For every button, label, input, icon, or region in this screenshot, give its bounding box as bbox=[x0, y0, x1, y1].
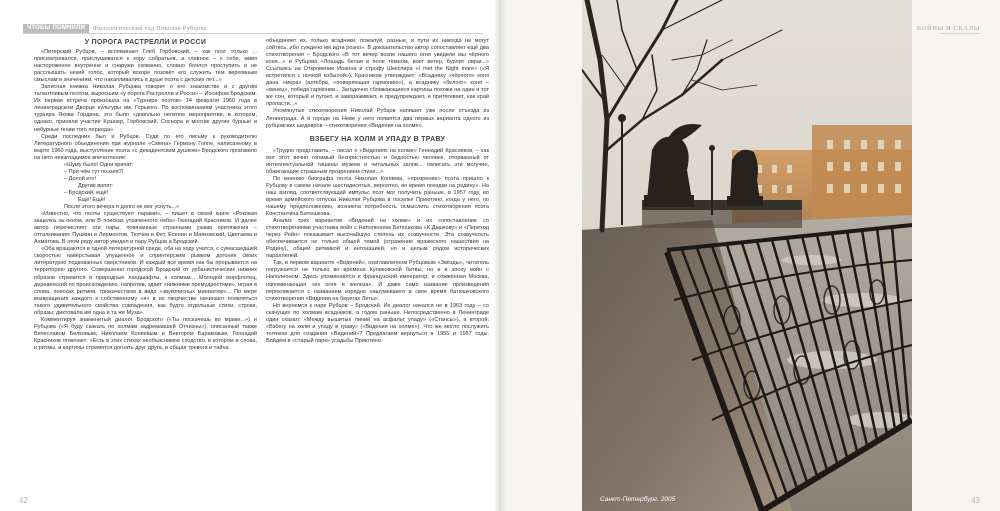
section-title: ВЗБЕГУ НА ХОЛМ И УПАДУ В ТРАВУ bbox=[309, 135, 446, 143]
paragraph: Но вернемся к паре Рубцов – Бродский. Их диалог начался не в 1963 году – со скачущих по холмам всадников, а годом раньше. Непосредственно в Ленинграде один сказал: «Между вышитых линий на асфальт упаду» («Стансы»), а второй: «Взбегу на холм и упаду в траву» («Видения на холме»). Что же могло послужить толчком для создания «Видений»? Предлагаем вернуться в 1955 и 1957 годы. Войдём в «старый парк» усадьбы Приютино. bbox=[266, 302, 489, 344]
section-title: У ПОРОГА РАСТРЕЛЛИ И РОССИ bbox=[84, 39, 207, 46]
verse-line: – При чём тут поэзия?! bbox=[64, 168, 124, 175]
page-number-right: 43 bbox=[971, 496, 980, 505]
photo-caption: Санкт-Петербург. 2005 bbox=[600, 496, 676, 503]
verse-line: – Долой его! bbox=[64, 175, 97, 182]
verse-line: Другие вопят: bbox=[78, 182, 114, 189]
verse-line: Ещё! Ещё! bbox=[78, 196, 106, 203]
header-subtitle: Филологический сад Николая Рубцова bbox=[93, 25, 207, 32]
running-header-left bbox=[23, 24, 207, 33]
verse-line: «Шуму было! Одни кричат: bbox=[64, 161, 134, 168]
header-rule bbox=[23, 33, 483, 34]
paragraph: Записная книжка Николая Рубцова говорит о его знакомстве и с другим талантливым поэтом, выросшим «у порога Растрелли и Росси» – Иосифом Бродским. Их первая встреча произошла на «Турнире поэтов» 14 февраля 1960 года в ленинградском Дворце культуры им. Горького. По воспоминаниям участника этого турнира Якова Гордина, это было «довольно нелепое мероприятие, в котором, однако, приняли участие Кушнер, Горбовский, Соснора и многие другие бурные и небурные гении того периода». bbox=[34, 84, 257, 133]
paragraph: «Питерский Рубцов, – вспоминает Глеб Горбовский, – как поэт только ... присматривался, прислушивался к хору собратьев, а главное – к себе, живя настороженно внутренне и снаружи скованно, словно боялся проступить и не расслышать некий голос, который вскоре позовёт его служить тем верховным смыслам и значениям, что накапливались в душе поэта с детских лет...» bbox=[34, 49, 257, 84]
text-column-2 bbox=[266, 38, 489, 345]
verse-line: – Бродский, ещё! bbox=[64, 189, 109, 196]
header-tag: ЧТОБЫ ПОМНИЛИ bbox=[23, 24, 89, 33]
header-rule-right bbox=[940, 33, 980, 34]
paragraph: Анализ трех вариантов «Видений на холме» и их сопоставление со стихотворениями участника войн с Наполеоном Батюшкова «К Дашкову» и «Переход через Рейн» показывает высочайшую степень их созвучности. Эта созвучность обеспечивается не только общей темой (отражение вражеского нашествия на Родину), общей ритмикой и интонацией, но и целым рядом исторических параллелей. bbox=[266, 218, 489, 260]
paragraph: «Трудно представить, – писал о «Видениях на холме» Геннадий Красников, – как мог этот вечно гонимый беспристностью и бедностью человек, оторванный от интеллектуальной тишины музеев и читальных залов... написать эти могучие, обжигающие страшным прозрением стихи...» bbox=[266, 147, 489, 175]
paragraph: «Известно, что поэты существуют парами», – пишет в своей книге «Роковая защелка за окном, или В поисках утраченного неба» Геннадий Красников. И далее автор перечисляет эти пары, повязанные странными узами притяжения – отталкивания: Пушкин и Лермонтов, Тютчев и Фет, Есенин и Маяковский, Цветаева и Ахматова. В этом ряду автор увидел и пару Рубцов и Бродский. bbox=[34, 211, 257, 246]
verse-line: После этого вечера я долго не мог уснуть...» bbox=[64, 204, 180, 211]
running-header-right: ВОЙНЫ И СКАЛЫ bbox=[916, 25, 980, 32]
paragraph: Комментируя знаменитый диалог Бродского («Ты поскачешь во мраке...») и Рубцова («Я буду скакать по холмам задремавшей Отчизны»), описанный также Вячеславом Белковым, Николаем Коняевым и Виктором Бараковым, Геннадий Красников отмечает: «Есть в этих стихах необъяснимое сходство, в котором и слова, и ритмы, и картины стремятся догнать друг друга, и общая тревога и тайна bbox=[34, 316, 257, 351]
paragraph: объединяет их, только всадники, пожалуй, разные, и пути их никогда не могут сойтись, ибо суждено им идти розно». В доказательство автор сопоставляет ещё два стихотворения – Бродского «В тот вечер возле нашего огня увидели мы чёрного коня...» и Рубцова «Лошадь белая в поле тёмном, воет ветер, бурлит овраг...» Ссылаясь на Откровение Иоанна и строфу Шекспира «I met the Night mare» («Я встретился с ночной кобылой»), Красников утверждает: «Всаднику «чёрного» коня дана «мера» (алгебра, «поверяющая гармонию»), а всаднику «белого» коня – «венец», победа гармонии... Загадочно сближающиеся картины похожи на один и тот же сон, который и пугает, и завораживает, и предупреждает, и притягивает, как край пропасти...» bbox=[266, 38, 489, 108]
paragraph: Так, в первом варианте «Видений», озаглавленном Рубцовым «Звёзды», читатель погружается не только во времена Куликовской битвы, но и в эпоху войн с Наполеоном. Здесь упоминаются и французский император, и сожжённая Москва, напоминающая «из огня и железа». И даже само название произведения перекликается с названием изрядно нашумевшего в свое время батюшковского стихотворения «Видения на берегах Леты». bbox=[266, 260, 489, 302]
paragraph: Среди последних был и Рубцов. Судя по его письму к руководителю Литературного объединения при журнале «Смена» Герману Гоппе, написанному в марте 1960 года, выступление поэта «с декадентским душком» Бродского произвело на него неизгладимое впечатление: bbox=[34, 133, 257, 161]
page-gutter bbox=[493, 0, 507, 511]
photo-illustration bbox=[582, 0, 912, 511]
paragraph: По мнению биографа поэта Николая Коняева, «прозрение» поэта пришло к Рубцову в самом начале шестидесятых, вероятно, во время поездки на родину». На наш взгляд, соответствующий импульс поэт мог получить раньше, в 1957 году, во время армейского отпуска Николая Рубцова в поселке Приютино, когда у него, по нашему предположению, возникла потребность осмыслить стихотворения поэта Константина Батюшкова. bbox=[266, 175, 489, 218]
paragraph: «Оба вращаются в одной литературной среде, оба на ходу учатся, с сумасшедшей скоростью навёрстывая упущенное и спринтерским рывком догоняя своих литературно подкованных сверстников. И каждый всё время как бы прорывается на территорию другого. Совершенно городской Бродский от урбанистических нижних образов стремится в природные ландшафты, к холмам... Молодой морфлотец, деревенский по происхождению, напротив, здает «нижними премудростями», играя в слова, поисках ритмов, трюкачеством в виде «звукописных миниатюр»... По мере возвращения каждого к собственному «я» в их творчестве начинают появляться такого удивительного свойства совпадения, как будто отдельные стихи, строки, образы, диктовала им одна и та же Муза». bbox=[34, 246, 257, 316]
paragraph: Упомянутые стихотворения Николай Рубцов напишет уже после отъезда из Ленинграда. А в городе на Неве у него появятся два первых варианта одного из рубцовских шедевров – стихотворения «Видения на холме». bbox=[266, 108, 489, 129]
page-number-left: 42 bbox=[19, 496, 28, 505]
text-column-1 bbox=[34, 38, 257, 352]
photo-petersburg-canal-griffins bbox=[582, 0, 912, 511]
